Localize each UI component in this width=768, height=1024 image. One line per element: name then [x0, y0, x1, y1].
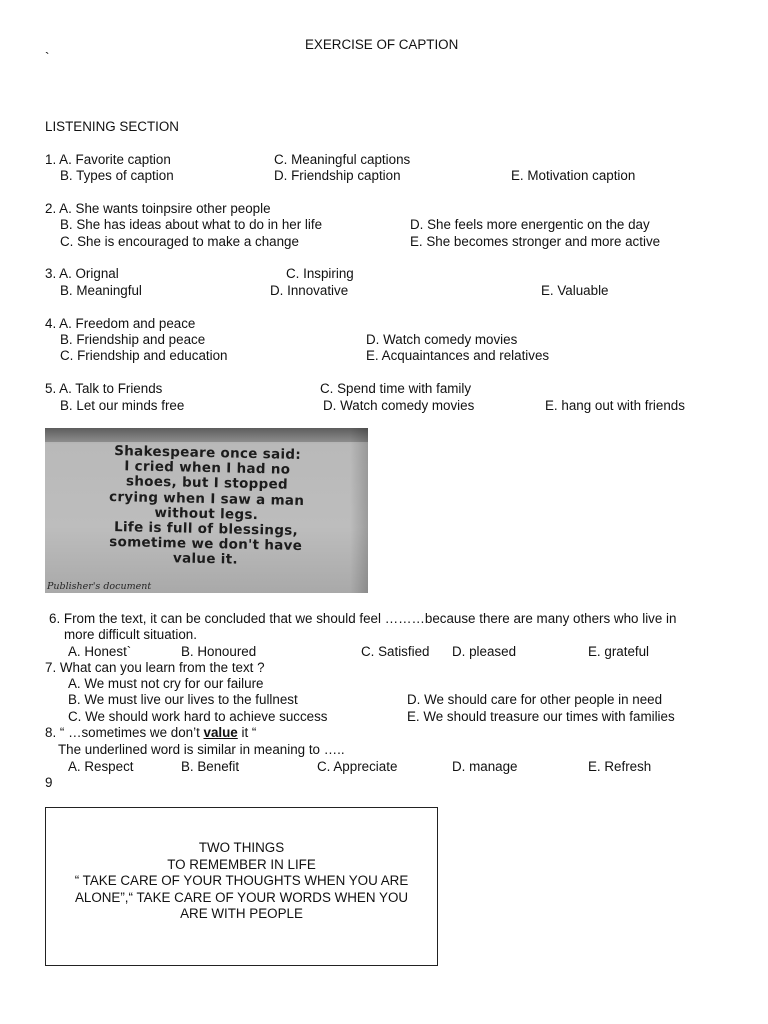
- q8-stem-post: it “: [237, 725, 257, 740]
- q8-option-e: E. Refresh: [588, 759, 652, 774]
- q8-option-b: B. Benefit: [181, 759, 240, 774]
- q2-option-c: C. She is encouraged to make a change: [60, 234, 299, 249]
- q8-stem-continued: The underlined word is similar in meaning to …..: [58, 742, 345, 757]
- q8-stem: [45, 725, 256, 741]
- q6-option-a: A. Honest`: [68, 644, 132, 659]
- q7-stem: 7. What can you learn from the text ?: [45, 660, 265, 675]
- q7-option-c: C. We should work hard to achieve success: [68, 709, 328, 724]
- q4-option-c: C. Friendship and education: [60, 348, 228, 363]
- q1-option-d: D. Friendship caption: [274, 168, 401, 183]
- photo-quote-line: crying when I saw a man: [108, 488, 305, 509]
- quote-box-line: “ TAKE CARE OF YOUR THOUGHTS WHEN YOU ARE: [74, 873, 409, 889]
- q4-option-b: B. Friendship and peace: [60, 332, 206, 347]
- publisher-note: Publisher's document: [47, 581, 152, 592]
- q8-stem-pre: 8. “ …sometimes we don’t: [45, 725, 204, 740]
- q4-option-e: E. Acquaintances and relatives: [366, 348, 550, 363]
- q8-underlined-word: value: [203, 725, 238, 740]
- photo-quote-line: Shakespeare once said:: [114, 443, 302, 463]
- photo-quote-line: sometime we don't have: [109, 534, 303, 555]
- q3-option-b: B. Meaningful: [60, 283, 142, 298]
- q3-option-d: D. Innovative: [270, 283, 349, 298]
- q8-option-a: A. Respect: [68, 759, 134, 774]
- quote-box-line: TWO THINGS: [198, 840, 285, 855]
- photo-quote-line: without legs.: [154, 504, 259, 523]
- q1-option-e: E. Motivation caption: [511, 168, 636, 183]
- q3-option-a: 3. A. Orignal: [45, 266, 119, 281]
- quote-box: [45, 807, 438, 966]
- q6-option-c: C. Satisfied: [361, 644, 430, 659]
- q5-option-c: C. Spend time with family: [320, 381, 472, 396]
- q4-option-d: D. Watch comedy movies: [366, 332, 518, 347]
- photo-quote-line: Life is full of blessings,: [113, 519, 299, 539]
- q5-option-d: D. Watch comedy movies: [323, 398, 475, 413]
- q4-option-a: 4. A. Freedom and peace: [45, 316, 196, 331]
- quote-box-line: TO REMEMBER IN LIFE: [167, 856, 316, 872]
- q3-option-c: C. Inspiring: [286, 266, 354, 281]
- q7-option-a: A. We must not cry for our failure: [68, 676, 264, 691]
- q5-option-e: E. hang out with friends: [545, 398, 685, 413]
- page-title: EXERCISE OF CAPTION: [305, 37, 459, 52]
- q7-option-b: B. We must live our lives to the fullnest: [68, 692, 298, 707]
- q7-option-e: E. We should treasure our times with families: [407, 709, 675, 724]
- shakespeare-quote-photo: [45, 428, 368, 593]
- section-heading: LISTENING SECTION: [45, 119, 179, 134]
- q6-stem: 6. From the text, it can be concluded that we should feel ………because there are many others who live in: [49, 611, 677, 626]
- photo-quote-line: shoes, but I stopped: [125, 473, 289, 494]
- q1-option-c: C. Meaningful captions: [274, 152, 411, 167]
- quote-box-text: [46, 840, 437, 923]
- q9-number: 9: [45, 775, 53, 790]
- photo-top-strip: [45, 428, 368, 442]
- q5-option-a: 5. A. Talk to Friends: [45, 381, 163, 396]
- q2-option-d: D. She feels more energentic on the day: [410, 217, 650, 232]
- q1-option-a: 1. A. Favorite caption: [45, 152, 171, 167]
- q6-option-d: D. pleased: [452, 644, 517, 659]
- q5-option-b: B. Let our minds free: [60, 398, 185, 413]
- photo-quote-line: I cried when I had no: [124, 458, 291, 478]
- q2-option-a: 2. A. She wants toinpsire other people: [45, 201, 271, 216]
- q2-option-e: E. She becomes stronger and more active: [410, 234, 661, 249]
- q3-option-e: E. Valuable: [541, 283, 609, 298]
- quote-box-line: ALONE”,“ TAKE CARE OF YOUR WORDS WHEN YOU: [74, 889, 409, 905]
- stray-mark: `: [45, 50, 50, 65]
- quote-box-line: ARE WITH PEOPLE: [180, 906, 303, 922]
- photo-edge-shadow: [350, 428, 368, 593]
- q1-option-b: B. Types of caption: [60, 168, 174, 183]
- q2-option-b: B. She has ideas about what to do in her life: [60, 217, 323, 232]
- q8-option-c: C. Appreciate: [317, 759, 398, 774]
- q6-option-e: E. grateful: [588, 644, 650, 659]
- photo-quote-line: value it.: [172, 550, 239, 569]
- photo-quote-text: [45, 443, 368, 571]
- q6-option-b: B. Honoured: [181, 644, 257, 659]
- q7-option-d: D. We should care for other people in need: [407, 692, 663, 707]
- q6-stem-continued: more difficult situation.: [64, 627, 197, 642]
- q8-option-d: D. manage: [452, 759, 518, 774]
